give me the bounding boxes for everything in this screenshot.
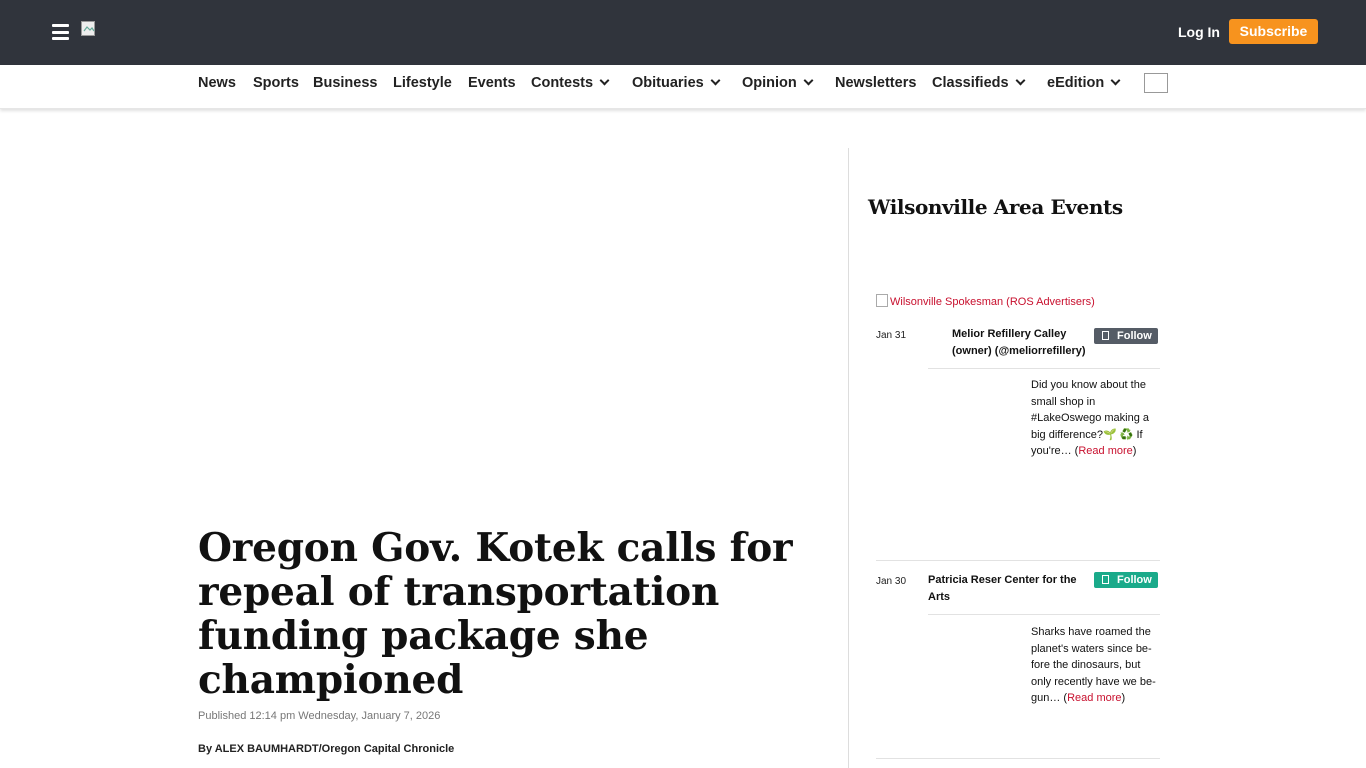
follow-icon: [1102, 575, 1109, 584]
nav-item-news[interactable]: News: [198, 75, 236, 91]
byline: [198, 743, 454, 755]
chevron-down-icon: [1015, 76, 1025, 86]
event-organizer[interactable]: Patricia Reser Center for the Arts: [928, 574, 1077, 603]
event-description: Did you know about the small shop in #LakeOswego making a big difference?🌱 ♻️ If you're… (Read more): [1031, 379, 1150, 457]
divider: [928, 614, 1160, 615]
byline-prefix: By: [198, 743, 213, 755]
broken-image-icon[interactable]: [1144, 73, 1168, 93]
subscribe-button[interactable]: Subscribe: [1229, 19, 1318, 44]
event-organizer[interactable]: Melior Refillery Calley (owner) (@meliorrefillery): [952, 328, 1086, 357]
divider: [928, 368, 1160, 369]
read-more-link[interactable]: Read more: [1078, 445, 1133, 457]
chevron-down-icon: [600, 76, 610, 86]
broken-image-icon: [81, 21, 97, 37]
nav-item-newsletters[interactable]: Newsletters: [835, 75, 917, 91]
nav-item-classifieds[interactable]: Classifieds: [932, 75, 1024, 91]
chevron-down-icon: [710, 76, 720, 86]
nav-item-contests[interactable]: Contests: [531, 75, 608, 91]
byline-author[interactable]: ALEX BAUMHARDT/Oregon Capital Chronicle: [214, 743, 455, 755]
event-description: Sharks have roamed the planet's waters since be-fore the dinosaurs, but only recently have we be-gun… (Read more): [1031, 626, 1156, 704]
advertiser-link[interactable]: Wilsonville Spokesman (ROS Advertisers): [876, 294, 1095, 308]
top-bar: [0, 0, 1366, 65]
event-date: Jan 30: [876, 576, 907, 587]
follow-button[interactable]: Follow: [1094, 572, 1158, 588]
nav-item-opinion[interactable]: Opinion: [742, 75, 812, 91]
nav-item-lifestyle[interactable]: Lifestyle: [393, 75, 452, 91]
login-link[interactable]: Log In: [1178, 24, 1220, 40]
follow-icon: [1102, 331, 1109, 340]
divider: [876, 758, 1160, 759]
broken-image-icon: [876, 294, 888, 307]
column-divider: [848, 148, 849, 768]
read-more-link[interactable]: Read more: [1067, 692, 1122, 704]
sidebar-title: Wilsonville Area Events: [868, 195, 1123, 219]
article-headline: Oregon Gov. Kotek calls for repeal of transportation funding package she championed: [198, 525, 793, 703]
event-date: Jan 31: [876, 330, 907, 341]
divider: [876, 560, 1160, 561]
chevron-down-icon: [803, 76, 813, 86]
nav-item-obituaries[interactable]: Obituaries: [632, 75, 719, 91]
hamburger-icon[interactable]: [52, 24, 69, 40]
nav-item-eedition[interactable]: eEdition: [1047, 75, 1119, 91]
nav-item-business[interactable]: Business: [313, 75, 378, 91]
chevron-down-icon: [1111, 76, 1121, 86]
publish-date: Published 12:14 pm Wednesday, January 7, 2026: [198, 710, 441, 722]
nav-item-events[interactable]: Events: [468, 75, 516, 91]
nav-item-sports[interactable]: Sports: [253, 75, 299, 91]
follow-button[interactable]: Follow: [1094, 328, 1158, 344]
logo[interactable]: [81, 21, 97, 37]
